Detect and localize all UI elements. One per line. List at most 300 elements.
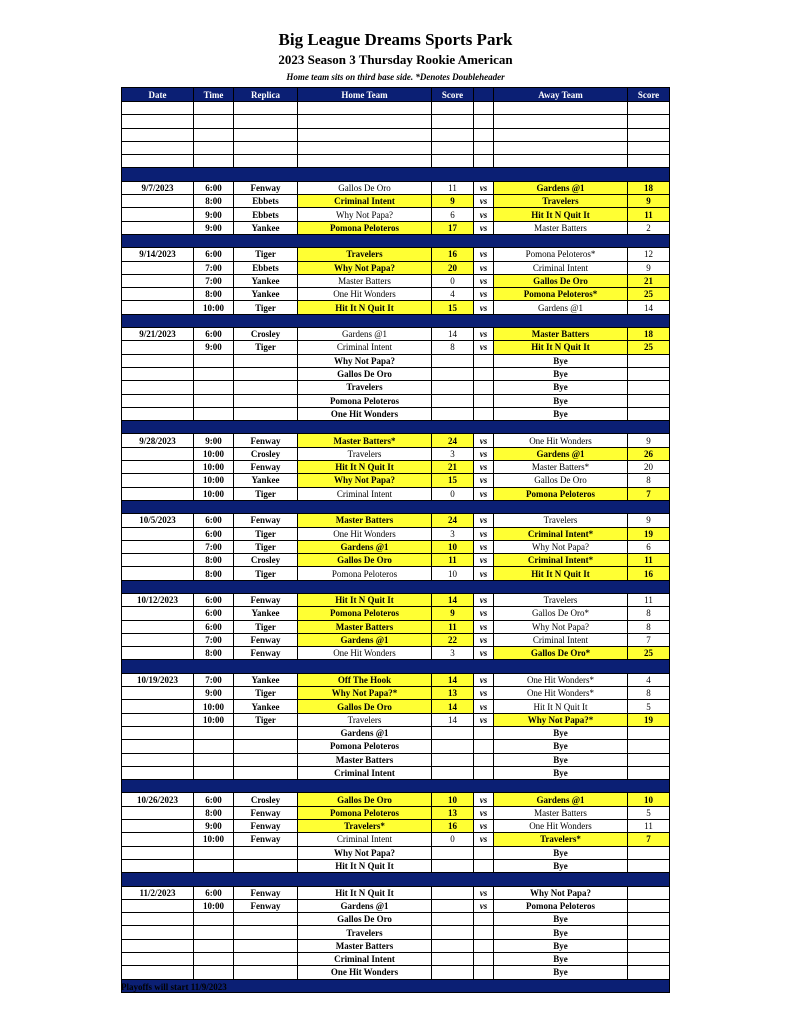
game-time — [194, 354, 234, 367]
vs-label: vs — [474, 447, 494, 460]
game-time: 6:00 — [194, 181, 234, 194]
game-replica: Crosley — [234, 554, 298, 567]
game-time: 6:00 — [194, 593, 234, 606]
game-row — [122, 434, 670, 447]
away-score — [628, 141, 670, 154]
vs-label: vs — [474, 713, 494, 726]
game-time: 6:00 — [194, 793, 234, 806]
home-score — [432, 407, 474, 420]
separator-cell — [122, 780, 670, 793]
away-team: Bye — [494, 354, 628, 367]
col-header-time: Time — [194, 88, 234, 102]
game-time: 9:00 — [194, 820, 234, 833]
home-team: Why Not Papa? — [298, 208, 432, 221]
game-time: 10:00 — [194, 899, 234, 912]
game-row — [122, 966, 670, 979]
game-row — [122, 381, 670, 394]
game-time — [194, 846, 234, 859]
home-score: 10 — [432, 567, 474, 580]
game-row — [122, 221, 670, 234]
away-team: Bye — [494, 926, 628, 939]
away-team: One Hit Wonders — [494, 434, 628, 447]
away-team: Bye — [494, 381, 628, 394]
home-team: Gallos De Oro — [298, 554, 432, 567]
home-score — [432, 354, 474, 367]
game-replica — [234, 381, 298, 394]
home-team: Criminal Intent — [298, 953, 432, 966]
away-score — [628, 102, 670, 115]
home-score: 0 — [432, 274, 474, 287]
game-replica — [234, 155, 298, 168]
week-separator — [122, 873, 670, 886]
away-team: Gardens @1 — [494, 447, 628, 460]
away-team: Travelers — [494, 514, 628, 527]
game-replica — [234, 128, 298, 141]
game-row — [122, 141, 670, 154]
away-score: 8 — [628, 474, 670, 487]
game-date — [122, 833, 194, 846]
home-score: 11 — [432, 554, 474, 567]
vs-label: vs — [474, 434, 494, 447]
week-separator — [122, 421, 670, 434]
game-replica: Yankee — [234, 673, 298, 686]
away-score: 6 — [628, 540, 670, 553]
away-team: Why Not Papa? — [494, 620, 628, 633]
vs-label: vs — [474, 181, 494, 194]
game-time — [194, 753, 234, 766]
game-replica: Tiger — [234, 527, 298, 540]
separator-cell — [122, 421, 670, 434]
game-time — [194, 859, 234, 872]
game-replica: Fenway — [234, 514, 298, 527]
game-time: 8:00 — [194, 195, 234, 208]
page-title: Big League Dreams Sports Park — [278, 30, 513, 49]
game-date — [122, 128, 194, 141]
game-time: 8:00 — [194, 647, 234, 660]
col-header-replica: Replica — [234, 88, 298, 102]
game-row — [122, 620, 670, 633]
game-row — [122, 793, 670, 806]
game-replica — [234, 407, 298, 420]
vs-label: vs — [474, 806, 494, 819]
away-score — [628, 155, 670, 168]
home-team: Why Not Papa? — [298, 474, 432, 487]
doubleheader-note: Home team sits on third base side. *Denotes Doubleheader — [286, 72, 505, 82]
game-time: 10:00 — [194, 713, 234, 726]
game-date: 9/14/2023 — [122, 248, 194, 261]
home-team: Why Not Papa?* — [298, 687, 432, 700]
game-row — [122, 274, 670, 287]
game-date: 10/26/2023 — [122, 793, 194, 806]
game-date — [122, 407, 194, 420]
game-replica: Tiger — [234, 713, 298, 726]
game-replica — [234, 926, 298, 939]
home-score — [432, 953, 474, 966]
away-score — [628, 926, 670, 939]
game-row — [122, 846, 670, 859]
home-team: Pomona Peloteros — [298, 740, 432, 753]
home-score — [432, 899, 474, 912]
home-score — [432, 966, 474, 979]
away-score: 8 — [628, 607, 670, 620]
home-team: One Hit Wonders — [298, 966, 432, 979]
game-replica — [234, 859, 298, 872]
game-date — [122, 700, 194, 713]
home-score: 0 — [432, 833, 474, 846]
home-score: 14 — [432, 700, 474, 713]
away-team: Travelers — [494, 593, 628, 606]
game-row — [122, 514, 670, 527]
game-date — [122, 354, 194, 367]
game-time: 7:00 — [194, 261, 234, 274]
home-team: Hit It N Quit It — [298, 593, 432, 606]
away-score: 26 — [628, 447, 670, 460]
game-date — [122, 620, 194, 633]
home-team: Gallos De Oro — [298, 700, 432, 713]
game-date — [122, 474, 194, 487]
away-team: Gallos De Oro — [494, 274, 628, 287]
away-score — [628, 115, 670, 128]
game-date — [122, 102, 194, 115]
home-team — [298, 115, 432, 128]
vs-label: vs — [474, 899, 494, 912]
away-score: 11 — [628, 208, 670, 221]
game-row — [122, 261, 670, 274]
vs-label: vs — [474, 288, 494, 301]
schedule-table — [121, 87, 670, 993]
away-score: 7 — [628, 833, 670, 846]
home-team — [298, 102, 432, 115]
game-date: 9/21/2023 — [122, 328, 194, 341]
home-team: Criminal Intent — [298, 833, 432, 846]
game-time — [194, 407, 234, 420]
away-score — [628, 899, 670, 912]
away-score: 9 — [628, 261, 670, 274]
game-date — [122, 381, 194, 394]
game-row — [122, 181, 670, 194]
home-team: Master Batters — [298, 753, 432, 766]
game-time — [194, 155, 234, 168]
away-team: Bye — [494, 859, 628, 872]
game-date — [122, 301, 194, 314]
away-team: One Hit Wonders — [494, 820, 628, 833]
game-time — [194, 102, 234, 115]
col-header-date: Date — [122, 88, 194, 102]
vs-label: vs — [474, 820, 494, 833]
week-separator — [122, 500, 670, 513]
game-replica — [234, 913, 298, 926]
vs-label — [474, 115, 494, 128]
home-score — [432, 886, 474, 899]
game-replica: Fenway — [234, 461, 298, 474]
away-team: Pomona Peloteros* — [494, 288, 628, 301]
away-score: 25 — [628, 288, 670, 301]
game-time: 10:00 — [194, 447, 234, 460]
game-time: 6:00 — [194, 514, 234, 527]
vs-label: vs — [474, 567, 494, 580]
game-time — [194, 726, 234, 739]
game-replica — [234, 953, 298, 966]
away-team: Master Batters — [494, 806, 628, 819]
game-time: 10:00 — [194, 700, 234, 713]
home-team: Hit It N Quit It — [298, 301, 432, 314]
home-score: 24 — [432, 434, 474, 447]
away-team: Bye — [494, 939, 628, 952]
game-replica — [234, 753, 298, 766]
away-team: Hit It N Quit It — [494, 700, 628, 713]
vs-label — [474, 926, 494, 939]
vs-label — [474, 407, 494, 420]
game-date — [122, 647, 194, 660]
home-team: Criminal Intent — [298, 487, 432, 500]
game-replica — [234, 102, 298, 115]
home-score — [432, 846, 474, 859]
game-replica: Tiger — [234, 341, 298, 354]
game-time — [194, 939, 234, 952]
away-team: Gallos De Oro* — [494, 647, 628, 660]
home-team — [298, 155, 432, 168]
home-score: 14 — [432, 713, 474, 726]
away-team: Hit It N Quit It — [494, 567, 628, 580]
home-score: 10 — [432, 540, 474, 553]
game-replica: Crosley — [234, 793, 298, 806]
away-team: Criminal Intent* — [494, 527, 628, 540]
game-time: 8:00 — [194, 288, 234, 301]
game-time — [194, 381, 234, 394]
vs-label: vs — [474, 647, 494, 660]
col-header-away-team: Away Team — [494, 88, 628, 102]
vs-label: vs — [474, 700, 494, 713]
home-team: Criminal Intent — [298, 341, 432, 354]
home-team: Hit It N Quit It — [298, 859, 432, 872]
game-date: 10/5/2023 — [122, 514, 194, 527]
home-team: One Hit Wonders — [298, 647, 432, 660]
game-time: 10:00 — [194, 487, 234, 500]
home-team: Criminal Intent — [298, 766, 432, 779]
week-separator — [122, 168, 670, 181]
home-team: Gallos De Oro — [298, 367, 432, 380]
vs-label: vs — [474, 620, 494, 633]
game-row — [122, 753, 670, 766]
away-score — [628, 128, 670, 141]
vs-label: vs — [474, 274, 494, 287]
game-time: 9:00 — [194, 341, 234, 354]
away-team — [494, 128, 628, 141]
game-row — [122, 527, 670, 540]
home-team: One Hit Wonders — [298, 407, 432, 420]
game-date — [122, 208, 194, 221]
home-team: Gardens @1 — [298, 726, 432, 739]
away-score: 20 — [628, 461, 670, 474]
game-row — [122, 859, 670, 872]
vs-label — [474, 766, 494, 779]
away-team — [494, 155, 628, 168]
game-row — [122, 713, 670, 726]
away-team: Bye — [494, 394, 628, 407]
vs-label: vs — [474, 833, 494, 846]
separator-cell — [122, 314, 670, 327]
game-time — [194, 128, 234, 141]
away-score — [628, 354, 670, 367]
home-score: 17 — [432, 221, 474, 234]
home-score: 8 — [432, 341, 474, 354]
home-score — [432, 939, 474, 952]
away-score: 11 — [628, 593, 670, 606]
home-score: 13 — [432, 806, 474, 819]
game-date — [122, 846, 194, 859]
home-score: 11 — [432, 181, 474, 194]
game-row — [122, 567, 670, 580]
home-team: Hit It N Quit It — [298, 461, 432, 474]
away-team: Master Batters* — [494, 461, 628, 474]
away-score — [628, 939, 670, 952]
game-row — [122, 700, 670, 713]
game-replica: Tiger — [234, 540, 298, 553]
vs-label: vs — [474, 208, 494, 221]
game-date — [122, 115, 194, 128]
game-replica: Ebbets — [234, 208, 298, 221]
vs-label: vs — [474, 593, 494, 606]
home-score: 13 — [432, 687, 474, 700]
game-row — [122, 926, 670, 939]
away-team: Why Not Papa? — [494, 886, 628, 899]
home-team: One Hit Wonders — [298, 288, 432, 301]
home-team — [298, 128, 432, 141]
game-date — [122, 141, 194, 154]
game-row — [122, 195, 670, 208]
game-row — [122, 128, 670, 141]
home-score: 21 — [432, 461, 474, 474]
home-score: 11 — [432, 620, 474, 633]
away-score: 8 — [628, 620, 670, 633]
game-row — [122, 633, 670, 646]
game-replica — [234, 394, 298, 407]
game-date — [122, 394, 194, 407]
vs-label: vs — [474, 195, 494, 208]
away-team: Master Batters — [494, 221, 628, 234]
game-time — [194, 141, 234, 154]
away-team: Bye — [494, 740, 628, 753]
game-time: 6:00 — [194, 620, 234, 633]
home-score — [432, 913, 474, 926]
game-row — [122, 447, 670, 460]
vs-label — [474, 726, 494, 739]
vs-label: vs — [474, 487, 494, 500]
home-team: Why Not Papa? — [298, 846, 432, 859]
home-team: Master Batters — [298, 620, 432, 633]
vs-label: vs — [474, 514, 494, 527]
game-date — [122, 447, 194, 460]
home-score: 0 — [432, 487, 474, 500]
home-team: Gardens @1 — [298, 540, 432, 553]
away-team — [494, 115, 628, 128]
away-score — [628, 394, 670, 407]
game-row — [122, 540, 670, 553]
home-score — [432, 740, 474, 753]
home-team: Pomona Peloteros — [298, 567, 432, 580]
home-team: Master Batters — [298, 514, 432, 527]
separator-cell — [122, 168, 670, 181]
home-score — [432, 102, 474, 115]
game-row — [122, 487, 670, 500]
away-score: 7 — [628, 633, 670, 646]
home-team: Master Batters* — [298, 434, 432, 447]
separator-cell — [122, 873, 670, 886]
vs-label — [474, 381, 494, 394]
game-replica: Yankee — [234, 274, 298, 287]
game-row — [122, 607, 670, 620]
game-row — [122, 820, 670, 833]
vs-label — [474, 141, 494, 154]
away-team: Why Not Papa? — [494, 540, 628, 553]
game-row — [122, 953, 670, 966]
game-time — [194, 913, 234, 926]
away-team: Gallos De Oro — [494, 474, 628, 487]
away-score: 9 — [628, 195, 670, 208]
game-replica — [234, 939, 298, 952]
col-header-vs — [474, 88, 494, 102]
vs-label — [474, 155, 494, 168]
game-date — [122, 221, 194, 234]
away-score — [628, 367, 670, 380]
game-time: 8:00 — [194, 567, 234, 580]
game-time: 10:00 — [194, 461, 234, 474]
vs-label: vs — [474, 687, 494, 700]
game-date — [122, 953, 194, 966]
game-time — [194, 115, 234, 128]
home-score: 15 — [432, 474, 474, 487]
game-row — [122, 248, 670, 261]
away-team: Why Not Papa?* — [494, 713, 628, 726]
away-team: Bye — [494, 846, 628, 859]
game-date — [122, 766, 194, 779]
game-date — [122, 820, 194, 833]
home-score: 14 — [432, 328, 474, 341]
away-score: 4 — [628, 673, 670, 686]
away-score — [628, 381, 670, 394]
game-replica — [234, 966, 298, 979]
game-row — [122, 102, 670, 115]
header-row — [122, 88, 670, 102]
away-score: 7 — [628, 487, 670, 500]
game-replica: Crosley — [234, 447, 298, 460]
game-row — [122, 208, 670, 221]
game-replica: Fenway — [234, 633, 298, 646]
home-team: Why Not Papa? — [298, 354, 432, 367]
game-time: 8:00 — [194, 554, 234, 567]
separator-cell — [122, 580, 670, 593]
game-time: 7:00 — [194, 540, 234, 553]
home-score — [432, 128, 474, 141]
home-score: 14 — [432, 593, 474, 606]
away-team: Bye — [494, 407, 628, 420]
game-time: 10:00 — [194, 301, 234, 314]
game-date — [122, 487, 194, 500]
away-score: 19 — [628, 713, 670, 726]
game-time — [194, 394, 234, 407]
game-date — [122, 939, 194, 952]
game-row — [122, 740, 670, 753]
game-time — [194, 367, 234, 380]
home-score — [432, 766, 474, 779]
away-score: 8 — [628, 687, 670, 700]
game-date: 10/19/2023 — [122, 673, 194, 686]
home-team: Master Batters — [298, 274, 432, 287]
home-score: 9 — [432, 195, 474, 208]
game-replica: Tiger — [234, 301, 298, 314]
home-team: Gallos De Oro — [298, 793, 432, 806]
home-score: 20 — [432, 261, 474, 274]
